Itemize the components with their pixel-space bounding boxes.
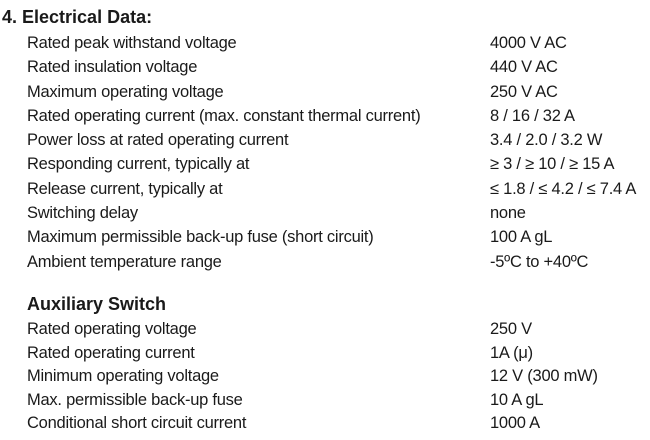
spec-value: 10 A gL — [490, 390, 544, 409]
spec-label: Minimum operating voltage — [27, 367, 219, 386]
spec-value: 100 A gL — [490, 228, 553, 247]
spec-row — [0, 388, 650, 412]
spec-row — [0, 55, 650, 79]
spec-value: 12 V (300 mW) — [490, 367, 598, 386]
electrical-data-heading: 4. Electrical Data: — [2, 7, 153, 27]
spec-label: Rated operating voltage — [27, 320, 197, 338]
spec-value: 4000 V AC — [490, 34, 567, 52]
spec-label: Responding current, typically at — [27, 155, 250, 174]
spec-label: Maximum permissible back-up fuse (short circuit) — [27, 228, 374, 247]
spec-value: 3.4 / 2.0 / 3.2 W — [490, 131, 603, 150]
spec-label: Release current, typically at — [27, 179, 223, 198]
spec-label: Maximum operating voltage — [27, 82, 224, 101]
spec-row — [0, 31, 650, 55]
spec-label: Switching delay — [27, 204, 138, 223]
spec-value: 250 V AC — [490, 82, 558, 101]
spec-value: ≥ 3 / ≥ 10 / ≥ 15 A — [490, 155, 615, 174]
spec-row — [0, 104, 650, 128]
spec-row — [0, 341, 650, 365]
spec-row — [0, 364, 650, 388]
spec-value: ≤ 1.8 / ≤ 4.2 / ≤ 7.4 A — [490, 179, 637, 198]
spec-row — [0, 128, 650, 152]
spec-label: Rated peak withstand voltage — [27, 34, 237, 52]
spec-row — [0, 177, 650, 201]
spec-row — [0, 317, 650, 341]
spec-value: 1A (μ) — [490, 343, 533, 362]
spec-label: Ambient temperature range — [27, 252, 222, 271]
spec-row — [0, 250, 650, 274]
spec-label: Max. permissible back-up fuse — [27, 390, 243, 409]
spec-label: Rated operating current (max. constant thermal current) — [27, 106, 421, 125]
spec-label: Rated insulation voltage — [27, 58, 198, 77]
spec-value: 1000 A — [490, 414, 540, 433]
spec-label: Power loss at rated operating current — [27, 131, 289, 150]
auxiliary-switch-table — [0, 317, 650, 435]
spec-label: Rated operating current — [27, 343, 195, 362]
auxiliary-switch-heading: Auxiliary Switch — [27, 294, 167, 314]
spec-value: 8 / 16 / 32 A — [490, 106, 575, 125]
spec-row — [0, 411, 650, 435]
spec-value: 250 V — [490, 320, 532, 338]
spec-value: none — [490, 204, 526, 223]
spec-row — [0, 201, 650, 225]
spec-row — [0, 152, 650, 176]
spec-row — [0, 225, 650, 249]
spec-label: Conditional short circuit current — [27, 414, 247, 433]
spec-value: -5ºC to +40ºC — [490, 252, 589, 271]
spec-value: 440 V AC — [490, 58, 558, 77]
spec-row — [0, 80, 650, 104]
electrical-data-table — [0, 31, 650, 274]
